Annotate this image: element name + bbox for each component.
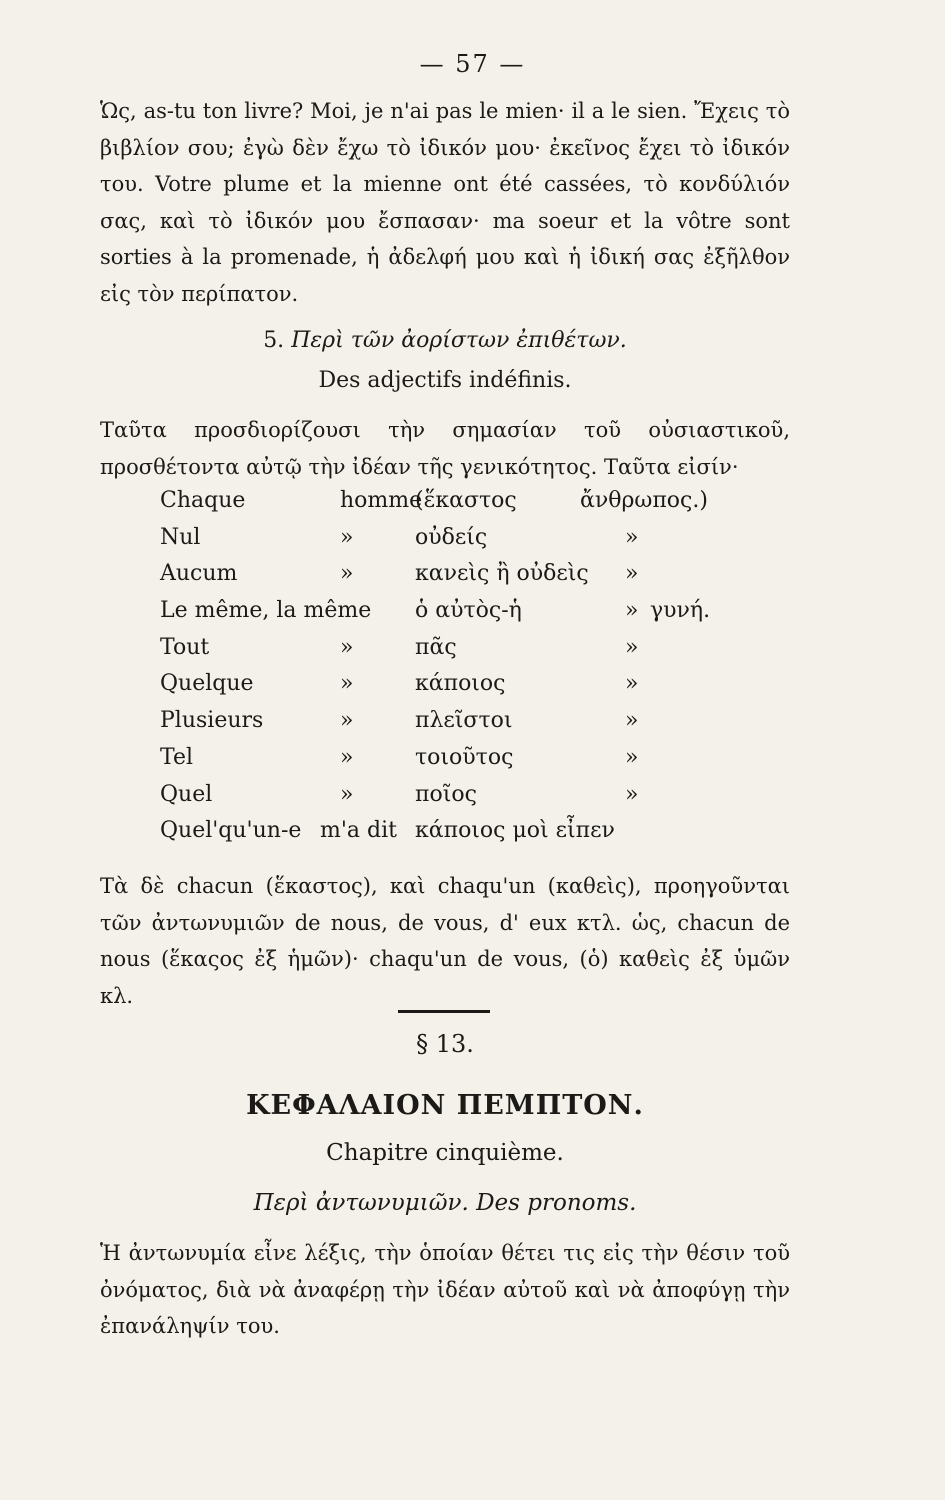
paragraph-pronoun-definition: Ἡ ἀντωνυμία εἶνε λέξις, τὴν ὁποίαν θέτει τις εἰς τὴν θέσιν τοῦ ὀνόματος, διὰ νὰ ἀναφέρῃ τὴν ἰδέαν αὐτοῦ καὶ νὰ ἀποφύγῃ τὴν ἐπανάληψίν του. (100, 1241, 790, 1338)
section-divider (398, 1010, 490, 1013)
section-5-number: 5. (263, 328, 285, 353)
paragraph-possessives: Ὡς, as-tu ton livre? Moi, je n'ai pas le mien· il a le sien. Ἔχεις τὸ βιβλίον σου; ἐγὼ δὲν ἔχω τὸ ἰδικόν μου· ἐκεῖνος ἔχει τὸ ἰδικόν του. Votre plume et la mienne ont été cassées, τὸ κονδύλιόν σας, καὶ τὸ ἰδικόν μου ἔσπασαν· ma soeur et la vôtre sont sorties à la promenade, ἡ ἀδελφή μου καὶ ἡ ἰδική σας ἐξῆλθον εἰς τὸν περίπατον. (100, 99, 790, 306)
section-5-subtitle: Des adjectifs indéfinis. (318, 368, 572, 393)
section-5-heading (0, 328, 890, 353)
paragraph-indefinite-adjectives: Ταῦτα προσδιορίζουσι τὴν σημασίαν τοῦ οὐσιαστικοῦ, προσθέτοντα αὐτῷ τὴν ἰδέαν τῆς γενικότητος. Ταῦτα εἰσίν· (100, 418, 790, 479)
chapter-subject: Περὶ ἀντωνυμιῶν. Des pronoms. (253, 1190, 637, 1216)
chapter-title-greek: ΚΕΦΑΛΑΙΟΝ ΠΕΜΠΤΟΝ. (246, 1090, 644, 1121)
section-number: § 13. (416, 1030, 474, 1058)
book-page: — 57 — Ὡς, as-tu ton livre? Moi, je n'ai pas le mien· il a le sien. Ἔχεις τὸ βιβλίον σου; ἐγὼ δὲν ἔχω τὸ ἰδικόν μου· ἐκεῖνος ἔχει τὸ ἰδικόν του. Votre plume et la mienne ont été cassées, τὸ κονδύλιόν σας, καὶ τὸ ἰδικόν μου ἔσπασαν· ma soeur et la vôtre sont sorties à la promenade, ἡ ἀδελφή μου καὶ ἡ ἰδική σας ἐξῆλθον εἰς τὸν περίπατον. 5. Περὶ τῶν ἀορίστων ἐπιθέτων. Des adjectifs indéfinis. Ταῦτα προσδιορίζουσι τὴν σημασίαν τοῦ οὐσιαστικοῦ, προσθέτοντα αὐτῷ τὴν ἰδέαν τῆς γενικότητος. Ταῦτα εἰσίν· Chaque homme (ἕκαστος ἄνθρωπος.) Nul » οὐδείς » Aucum » κανεὶς ἢ οὐδεὶς » Le même, la même ὁ αὐτὸς-ἡ » γυνή. Tout » πᾶς » Quelque » κάποιος » Plusieurs » πλεῖστοι » Tel » τοιοῦτος » Quel » ποῖος » Quel'qu'un-e m'a dit κάποιος μοὶ εἶπεν Τὰ δὲ chacun (ἕκαστος), καὶ chaqu'un (καθεὶς), προηγοῦνται τῶν ἀντωνυμιῶν de nous, de vous, d' eux κτλ. ὡς, chacun de nous (ἕκαςος ἐξ ἡμῶν)· chaqu'un de vous, (ὁ) καθεὶς ἐξ ὑμῶν κλ. § 13. ΚΕΦΑΛΑΙΟΝ ΠΕΜΠΤΟΝ. Chapitre cinquième. Περὶ ἀντωνυμιῶν. Des pronoms. Ἡ ἀντωνυμία εἶνε λέξις, τὴν ὁποίαν θέτει τις εἰς τὴν θέσιν τοῦ ὀνόματος, διὰ νὰ ἀναφέρῃ τὴν ἰδέαν αὐτοῦ καὶ νὰ ἀποφύγῃ τὴν ἐπανάληψίν του. (0, 0, 945, 1500)
section-5-title: Περὶ τῶν ἀορίστων ἐπιθέτων. (291, 328, 627, 353)
paragraph-chacun: Τὰ δὲ chacun (ἕκαστος), καὶ chaqu'un (καθεὶς), προηγοῦνται τῶν ἀντωνυμιῶν de nous, de vous, d' eux κτλ. ὡς, chacun de nous (ἕκαςος ἐξ ἡμῶν)· chaqu'un de vous, (ὁ) καθεὶς ἐξ ὑμῶν κλ. (100, 874, 790, 1008)
chapter-title-french: Chapitre cinquième. (326, 1140, 564, 1166)
page-number: — 57 — (419, 50, 526, 78)
